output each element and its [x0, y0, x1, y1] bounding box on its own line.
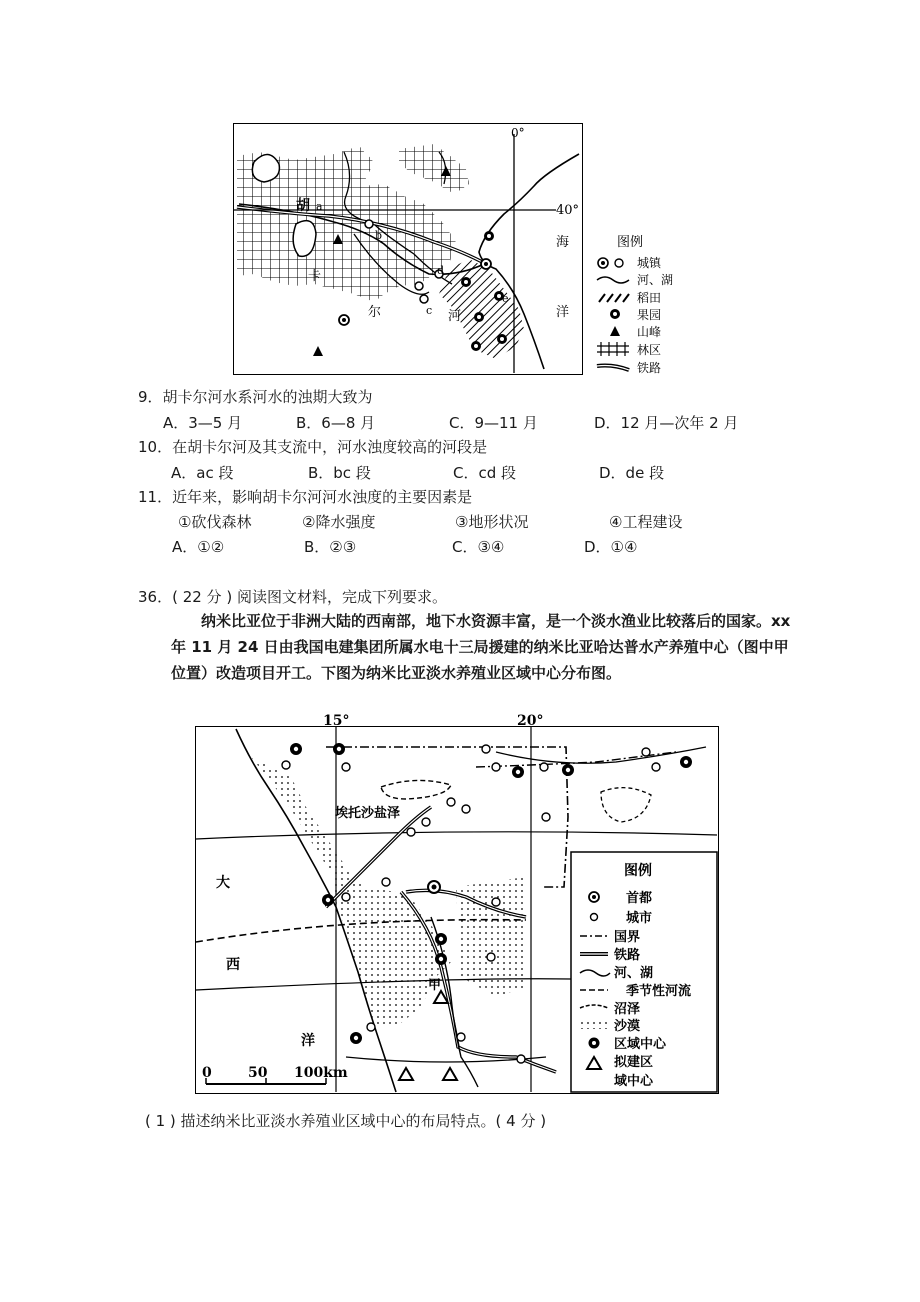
- label-lon0: 0°: [511, 126, 525, 140]
- legend-title: 图例: [617, 235, 644, 250]
- q11-option-c: C．③④: [452, 538, 505, 556]
- regional-center-icon: [435, 933, 447, 945]
- regional-center-icon: [512, 766, 524, 778]
- label-a: a: [316, 200, 323, 213]
- q11-option-d: D．①④: [584, 538, 638, 556]
- proposed-center-icon: [443, 1068, 457, 1080]
- legend-peak: 山峰: [637, 325, 662, 339]
- legend2-swamp: 沼泽: [614, 1002, 641, 1017]
- legend2-capital: 首都: [626, 891, 653, 906]
- town-icon: [420, 295, 428, 303]
- legend2-proposed: 拟建区: [614, 1055, 654, 1070]
- orchard-icon: [497, 334, 507, 344]
- label-b: b: [375, 229, 383, 242]
- label-e: e: [502, 292, 509, 305]
- label-c: c: [426, 304, 433, 317]
- orchard-icon: [471, 341, 481, 351]
- q11-factor-2: ②降水强度: [302, 513, 376, 531]
- forest-area-ne: [399, 144, 469, 194]
- label-lat40: 40°: [556, 203, 580, 218]
- legend2-border: 国界: [614, 930, 641, 945]
- legend-river: 河、湖: [637, 273, 674, 287]
- label-da: 大: [216, 875, 230, 891]
- legend2-railway: 铁路: [614, 948, 641, 963]
- map-namibia-aquaculture: [195, 713, 719, 1094]
- regional-center-icon: [680, 756, 692, 768]
- legend-forest: 林区: [637, 343, 662, 357]
- label-jia: 甲: [428, 978, 442, 993]
- q9-option-c: C．9—11 月: [449, 414, 538, 432]
- label-d: d: [437, 264, 445, 277]
- q9-option-b: B．6—8 月: [296, 414, 376, 432]
- regional-center-icon: [322, 894, 334, 906]
- map-hucar-river: [233, 123, 583, 375]
- q11-factor-4: ④工程建设: [609, 513, 683, 531]
- q11-factor-1: ①砍伐森林: [178, 513, 252, 531]
- peak-icon: [313, 346, 323, 356]
- question-9-stem: 9．胡卡尔河水系河水的浊期大致为: [138, 388, 373, 406]
- regional-center-icon: [562, 764, 574, 776]
- legend-orchard: 果园: [637, 308, 662, 322]
- orchard-icon: [474, 312, 484, 322]
- regional-center-icon: [333, 743, 345, 755]
- legend2-title: 图例: [624, 863, 652, 879]
- q11-option-b: B．②③: [304, 538, 357, 556]
- label-he: 河: [448, 309, 462, 324]
- label-ka: 卡: [308, 269, 322, 284]
- map1-legend-drawing: [595, 232, 705, 377]
- question-10-stem: 10．在胡卡尔河及其支流中，河水浊度较高的河段是: [138, 438, 488, 456]
- map2-legend: [571, 852, 717, 1092]
- question-11-stem: 11．近年来，影响胡卡尔河河水浊度的主要因素是: [138, 488, 473, 506]
- orchard-icon: [484, 231, 494, 241]
- orchard-icon: [461, 277, 471, 287]
- q9-option-a: A．3—5 月: [163, 414, 243, 432]
- legend2-seasonal: 季节性河流: [626, 984, 692, 999]
- label-lon20: 20°: [517, 713, 544, 729]
- legend2-city: 城市: [626, 911, 653, 926]
- label-hai: 海: [556, 235, 570, 250]
- label-hu: 胡: [296, 198, 310, 214]
- scale-label-50: 50: [248, 1065, 268, 1081]
- map1-legend: [595, 232, 705, 381]
- q10-option-c: C．cd 段: [453, 464, 517, 482]
- label-yang: 洋: [556, 305, 570, 320]
- legend2-proposed-2: 域中心: [614, 1074, 654, 1089]
- salt-pan: [381, 780, 451, 799]
- label-xi: 西: [226, 957, 240, 973]
- legend-railway: 铁路: [637, 361, 662, 375]
- town-icon: [415, 282, 423, 290]
- q10-option-a: A．ac 段: [171, 464, 234, 482]
- question-36-sub-1: ( 1 ) 描述纳米比亚淡水养殖业区域中心的布局特点。( 4 分 ): [145, 1112, 547, 1130]
- legend-paddy: 稻田: [637, 291, 662, 305]
- scale-label-100: 100km: [294, 1065, 348, 1081]
- map2-drawing: [196, 713, 717, 1092]
- label-er: 尔: [368, 305, 382, 320]
- q11-factor-3: ③地形状况: [455, 513, 529, 531]
- question-36-material: 纳米比亚位于非洲大陆的西南部，地下水资源丰富，是一个淡水渔业比较落后的国家。xx 年 11 月 24 日由我国电建集团所属水电十三局援建的纳米比亚哈达普水产养殖中心（图中甲位置）改造项目开工。下图为纳米比亚淡水养殖业区域中心分布图。: [171, 612, 791, 682]
- map1-drawing: [234, 124, 581, 373]
- regional-center-icon: [290, 743, 302, 755]
- scale-bar: [202, 1065, 348, 1084]
- town-icon: [365, 220, 373, 228]
- legend-town: 城镇: [637, 256, 662, 270]
- label-yang: 洋: [301, 1033, 315, 1049]
- proposed-center-icon: [399, 1068, 413, 1080]
- regional-center-icon: [350, 1032, 362, 1044]
- q9-option-d: D．12 月—次年 2 月: [594, 414, 739, 432]
- q10-option-b: B．bc 段: [308, 464, 371, 482]
- q11-option-a: A．①②: [172, 538, 225, 556]
- legend2-desert: 沙漠: [614, 1019, 641, 1034]
- label-lon15: 15°: [323, 713, 350, 729]
- legend2-regional: 区域中心: [614, 1037, 667, 1052]
- desert-area-east: [456, 877, 526, 997]
- question-36-stem: 36．( 22 分 ) 阅读图文材料，完成下列要求。: [138, 588, 447, 606]
- q10-option-d: D．de 段: [599, 464, 665, 482]
- label-salt-pan: 埃托沙盐泽: [335, 806, 401, 821]
- swamp-east: [601, 788, 651, 822]
- scale-label-0: 0: [202, 1065, 212, 1081]
- legend2-river: 河、湖: [614, 966, 654, 981]
- regional-center-icon: [435, 953, 447, 965]
